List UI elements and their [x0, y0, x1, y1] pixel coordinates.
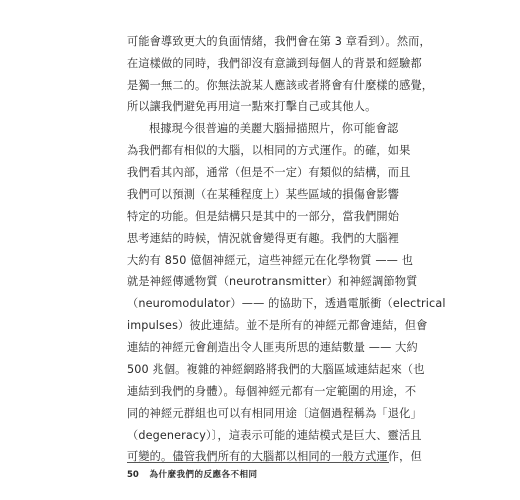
text-line: impulses）彼此連結。並不是所有的神經元都會連結，但會 [127, 319, 428, 332]
running-title: 為什麼我們的反應各不相同 [149, 470, 258, 480]
text-line: 是獨一無二的。你無法說某人應該或者將會有什麼樣的感覺， [127, 79, 434, 92]
text-line: 500 兆個。複雜的神經網路將我們的大腦區域連結起來（也 [127, 363, 425, 376]
text-line: 連結的神經元會創造出令人匪夷所思的連結數量 —— 大約 [127, 341, 418, 354]
text-line: （degeneracy）〕，這表示可能的連結模式是巨大、靈活且 [127, 429, 422, 442]
page-number: 50 [127, 470, 139, 480]
footer-rule [127, 462, 389, 463]
text-line: 就是神經傳遞物質（neurotransmitter）和神經調節物質 [127, 275, 418, 288]
text-line: 在這樣做的同時，我們卻沒有意識到每個人的背景和經驗都 [127, 57, 422, 70]
text-line: 連結到我們的身體）。每個神經元都有一定範圍的用途，不 [127, 385, 417, 398]
text-line: 可變的。儘管我們所有的大腦都以相同的一般方式運作，但 [127, 450, 422, 463]
text-line: 可能會導致更大的負面情緒，我們會在第 3 章看到）。然而， [127, 35, 431, 48]
text-line: 思考連結的時候，情況就會變得更有趣。我們的大腦裡 [127, 232, 400, 245]
text-line: 為我們都有相似的大腦，以相同的方式運作。的確，如果 [127, 144, 411, 157]
text-line: 特定的功能。但是結構只是其中的一部分，當我們開始 [127, 210, 400, 223]
text-line: 我們看其內部，通常（但是不一定）有類似的結構，而且 [127, 166, 411, 179]
text-line: 根據現今很普遍的美麗大腦掃描照片，你可能會認 [149, 122, 399, 135]
text-line: （neuromodulator）—— 的協助下，透過電脈衝（electrical [127, 297, 446, 310]
page-footer [127, 470, 258, 481]
text-line: 我們可以預測（在某種程度上）某些區域的損傷會影響 [127, 188, 400, 201]
text-line: 大約有 850 億個神經元，這些神經元在化學物質 —— 也 [127, 254, 414, 267]
text-line: 所以讓我們避免再用這一點來打擊自己或其他人。 [127, 100, 377, 113]
text-line: 同的神經元群組也可以有相同用途〔這個過程稱為「退化」 [127, 407, 422, 420]
